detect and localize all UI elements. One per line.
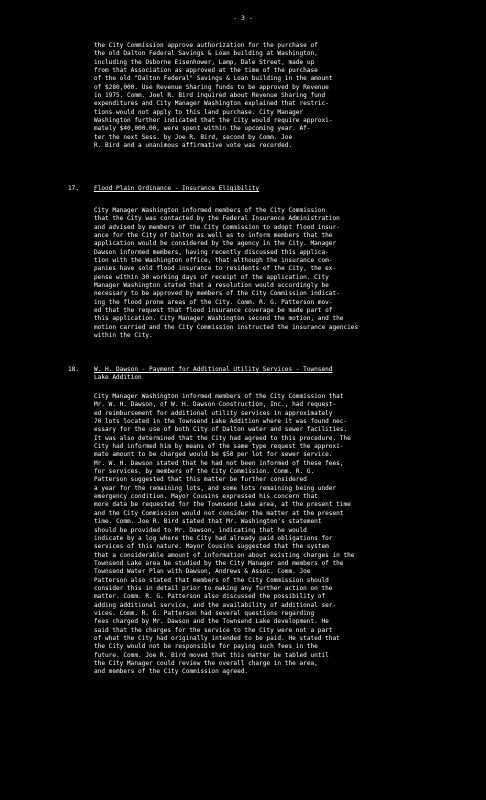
text-line: vices. Comm. R. G. Patterson had several questions regarding	[94, 609, 315, 617]
text-line: this application. City Manager Washington second the motion, and the	[94, 315, 344, 323]
text-line: fees charged by Mr. Dawson and the Townsend Lake development. He	[94, 618, 329, 626]
text-line: necessary to be approved by members of the City Commission indicat-	[94, 290, 340, 298]
text-line: Washington further indicated that the City would require approxi-	[94, 117, 333, 125]
text-line: ed reimbursement for additional utility services in approximately	[94, 409, 333, 417]
text-line: expenditures and City Manager Washington explained that restric-	[94, 100, 329, 108]
text-line: ed that the request that flood insurance coverage be made part of	[94, 307, 333, 315]
text-line: should be provided to Mr. Dawson, indicating that he would	[94, 526, 307, 534]
text-line: a year for the remaining lots, and some lots remaining being under	[94, 484, 337, 492]
text-line: R. Bird and a unanimous affirmative vote was recorded.	[94, 142, 293, 150]
item-18-number: 18.	[68, 366, 80, 373]
text-line: tion with the Washington office, that although the insurance com-	[94, 257, 333, 265]
text-line: City Manager Washington informed members of the City Commission that	[94, 393, 344, 400]
text-line: including the Osborne Eisenhower, Lamp, Dale Street, made up	[94, 58, 315, 66]
text-line: within the City.	[94, 332, 153, 340]
page-number: - 3 -	[233, 14, 253, 22]
text-line: Townsend Lake area be studied by the City Manager and members of the	[94, 559, 344, 567]
text-line: ter the next Sess. by Joe R. Bird, second by Comm. Joe	[94, 133, 293, 141]
text-line: and members of the City Commission agreed.	[94, 668, 249, 676]
text-line: Mr. W. H. Dawson, of W. H. Dawson Construction, Inc., had request-	[94, 401, 337, 409]
text-line: consider this in detail prior to making any further action on the	[94, 584, 333, 592]
text-line: panies have sold flood insurance to residents of the City, the ex-	[94, 265, 337, 273]
item-18-body	[94, 393, 426, 677]
text-line: indicate by a log where the City had already paid obligations for	[94, 534, 333, 542]
text-line: of what the City had originally intended to be paid. He stated that	[94, 634, 340, 642]
text-line: essary for the use of both City of Dalton water and sewer facilities.	[94, 426, 348, 434]
item-17-body	[94, 207, 426, 341]
text-line: tions would not apply to this land purchase. City Manager	[94, 108, 304, 116]
text-line: more data be requested for the Townsend Lake area, at the present time	[94, 501, 351, 509]
text-line: for services, by members of the City Commission. Comm. R. G.	[94, 468, 315, 476]
text-line: City had informed him by means of the same type request the approxi-	[94, 443, 344, 451]
text-line: said that the charges for the service to the City were not a part	[94, 626, 333, 634]
paragraph-continued	[94, 42, 426, 150]
text-line: the City would not be responsible for paying such fees in the	[94, 643, 318, 651]
text-line: and advised by members of the City Commission to adopt flood insur-	[94, 223, 340, 231]
text-line: future. Comm. Joe R. Bird moved that this matter be tabled until	[94, 651, 329, 659]
item-17-title: Flood Plain Ordinance - Insurance Eligibility	[94, 185, 260, 192]
text-line: Patterson suggested that this matter be further considered	[94, 476, 307, 484]
text-line: the City Commission approve authorization for the purchase of	[94, 42, 318, 49]
item-18-title: W. H. Dawson - Payment for Additional Utility Services - Townsend	[94, 366, 333, 373]
text-line: ance for the City of Dalton as well as to inform members that the	[94, 232, 333, 240]
text-line: the old Dalton Federal Savings & Loan building at Washington,	[94, 50, 318, 58]
text-line: It was also determined that the City had agreed to this procedure. The	[94, 434, 351, 442]
text-line: mate amount to be charged would be $50 per lot for sewer service.	[94, 451, 333, 459]
text-line: mately $40,000.00, were spent within the upcoming year. Af-	[94, 125, 311, 133]
text-line: 70 lots located in the Townsend Lake Addition where it was found nec-	[94, 418, 348, 426]
text-line: from that Association as approved at the time of the purchase	[94, 67, 318, 75]
text-line: Dawson informed members, having recently discussed this applica-	[94, 248, 329, 256]
text-line: motion carried and the City Commission instructed the insurance agencies	[94, 323, 359, 331]
text-line: emergency condition. Mayor Cousins expressed his concern that	[94, 493, 318, 501]
text-line: of $280,000. Use Revenue Sharing funds to be approved by Revenue	[94, 83, 329, 91]
text-line: in 1975. Comm. Joel R. Bird inquired about Revenue Sharing fund	[94, 92, 326, 100]
text-line: application would be considered by the agency in the City. Manager	[94, 240, 337, 248]
item-18-title-continued: Lake Addition	[94, 374, 142, 381]
text-line: that a considerable amount of information about existing charges in the	[94, 551, 355, 559]
text-line: City Manager Washington informed members of the City Commission	[94, 207, 326, 214]
text-line: that the City was contacted by the Federal Insurance Administration	[94, 215, 340, 223]
text-line: Townsend Water Plan with Dawson, Andrews & Assoc. Comm. Joe	[94, 568, 311, 576]
text-line: services of this nature. Mayor Cousins suggested that the system	[94, 543, 329, 551]
text-line: Mr. W. H. Dawson stated that he had not been informed of these fees,	[94, 459, 344, 467]
text-line: of the old "Dalton Federal" Savings & Loan building in the amount	[94, 75, 333, 83]
text-line: Patterson also stated that members of the City Commission should	[94, 576, 329, 584]
text-line: pense within 30 working days of receipt of the application. City	[94, 273, 329, 281]
text-line: ing the flood prone areas of the City. Comm. R. G. Patterson mov-	[94, 298, 333, 306]
text-line: adding additional service, and the availability of additional ser-	[94, 601, 337, 609]
text-line: the City Manager could review the overall charge in the area,	[94, 660, 318, 667]
text-line: and the City Commission would not consider the matter at the present	[94, 509, 344, 517]
text-line: time. Comm. Joe R. Bird stated that Mr. Washington's statement	[94, 518, 322, 526]
item-17-number: 17.	[68, 185, 80, 192]
text-line: Manager Washington stated that a resolution would accordingly be	[94, 282, 329, 290]
text-line: matter. Comm. R. G. Patterson also discussed the possibility of	[94, 593, 326, 601]
